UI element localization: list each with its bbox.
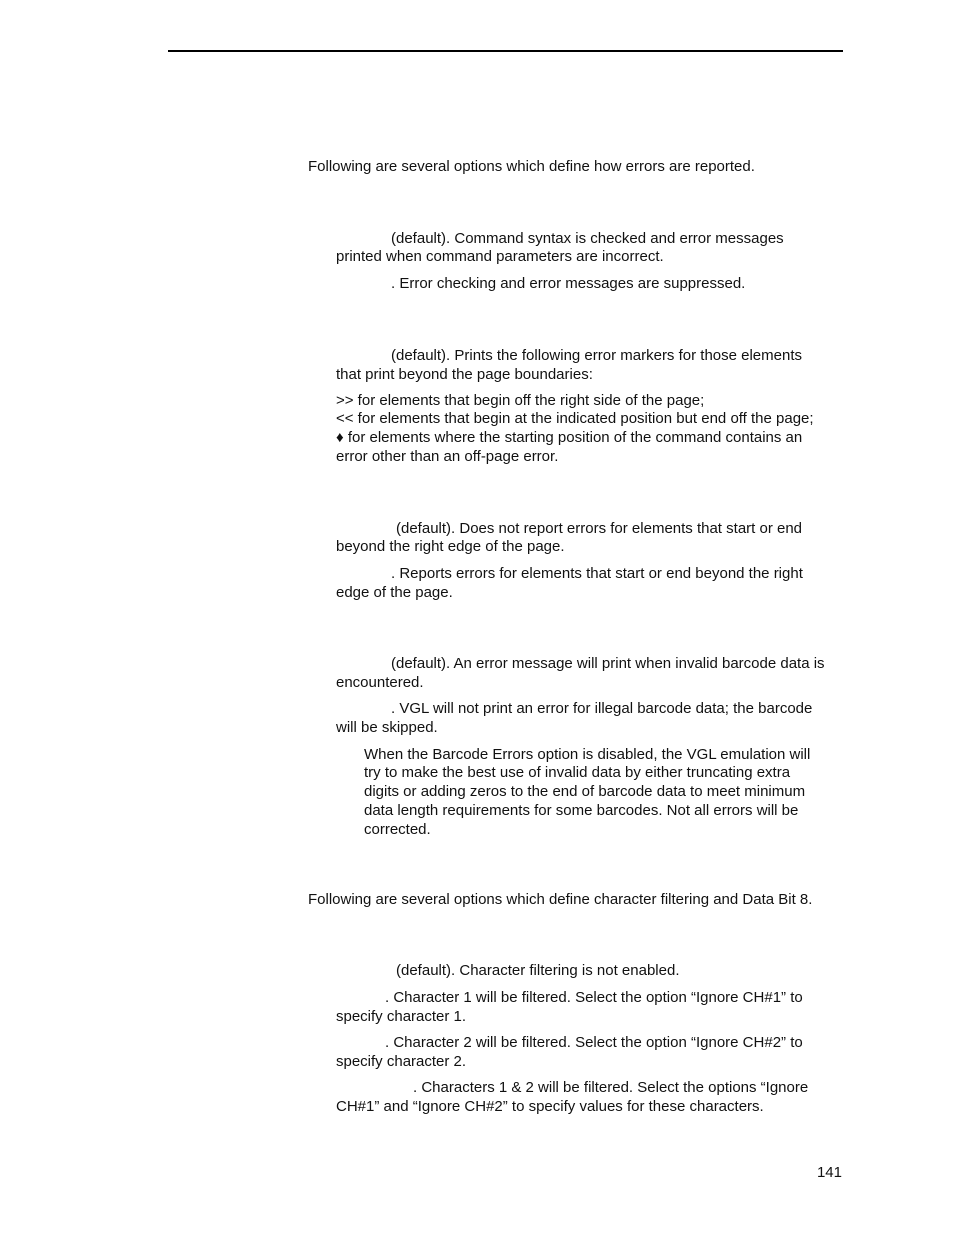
barcode-note-line: digits or adding zeros to the end of barcode data to meet minimum <box>364 783 806 800</box>
barcode-errors-default-line2: encountered. <box>336 674 424 691</box>
page-errors-enable-line1: . Reports errors for elements that start or end beyond the right <box>391 565 803 582</box>
char-filter-ch2-line1: . Character 2 will be filtered. Select the option “Ignore CH#2” to <box>385 1034 803 1051</box>
char-filter-both-line2: CH#1” and “Ignore CH#2” to specify values for these characters. <box>336 1098 764 1115</box>
error-markers-default-line1: (default). Prints the following error markers for those elements <box>391 347 802 364</box>
filter-intro: Following are several options which define character filtering and Data Bit 8. <box>308 891 813 908</box>
barcode-note-line: When the Barcode Errors option is disabled, the VGL emulation will <box>364 746 811 763</box>
page-errors-enable-line2: edge of the page. <box>336 584 453 601</box>
error-markers-default-line2: that print beyond the page boundaries: <box>336 366 593 383</box>
header-rule <box>168 50 843 52</box>
page-errors-default-line2: beyond the right edge of the page. <box>336 538 565 555</box>
barcode-errors-default-line1: (default). An error message will print when invalid barcode data is <box>391 655 825 672</box>
char-filter-ch2-line2: specify character 2. <box>336 1053 467 1070</box>
command-errors-default-line2: printed when command parameters are incorrect. <box>336 248 664 265</box>
error-marker-right: >> for elements that begin off the right side of the page; <box>336 392 705 409</box>
barcode-errors-disable-line1: . VGL will not print an error for illegal barcode data; the barcode <box>391 700 813 717</box>
barcode-note-line: corrected. <box>364 821 431 838</box>
error-marker-diamond-line1: ♦ for elements where the starting position of the command contains an <box>336 429 803 446</box>
char-filter-ch1-line1: . Character 1 will be filtered. Select the option “Ignore CH#1” to <box>385 989 803 1006</box>
barcode-note-line: data length requirements for some barcodes. Not all errors will be <box>364 802 799 819</box>
char-filter-default: (default). Character filtering is not enabled. <box>396 962 680 979</box>
page-number: 141 <box>816 1164 842 1181</box>
page-errors-default-line1: (default). Does not report errors for elements that start or end <box>396 520 803 537</box>
char-filter-both-line1: . Characters 1 & 2 will be filtered. Select the options “Ignore <box>413 1079 809 1096</box>
barcode-note-line: try to make the best use of invalid data by either truncating extra <box>364 764 791 781</box>
command-errors-default-line1: (default). Command syntax is checked and error messages <box>391 230 784 247</box>
command-errors-disable: . Error checking and error messages are suppressed. <box>391 275 746 292</box>
errors-intro: Following are several options which define how errors are reported. <box>308 158 755 175</box>
error-marker-diamond-line2: error other than an off-page error. <box>336 448 559 465</box>
barcode-errors-disable-line2: will be skipped. <box>336 719 438 736</box>
char-filter-ch1-line2: specify character 1. <box>336 1008 467 1025</box>
error-marker-left: << for elements that begin at the indicated position but end off the page; <box>336 410 814 427</box>
